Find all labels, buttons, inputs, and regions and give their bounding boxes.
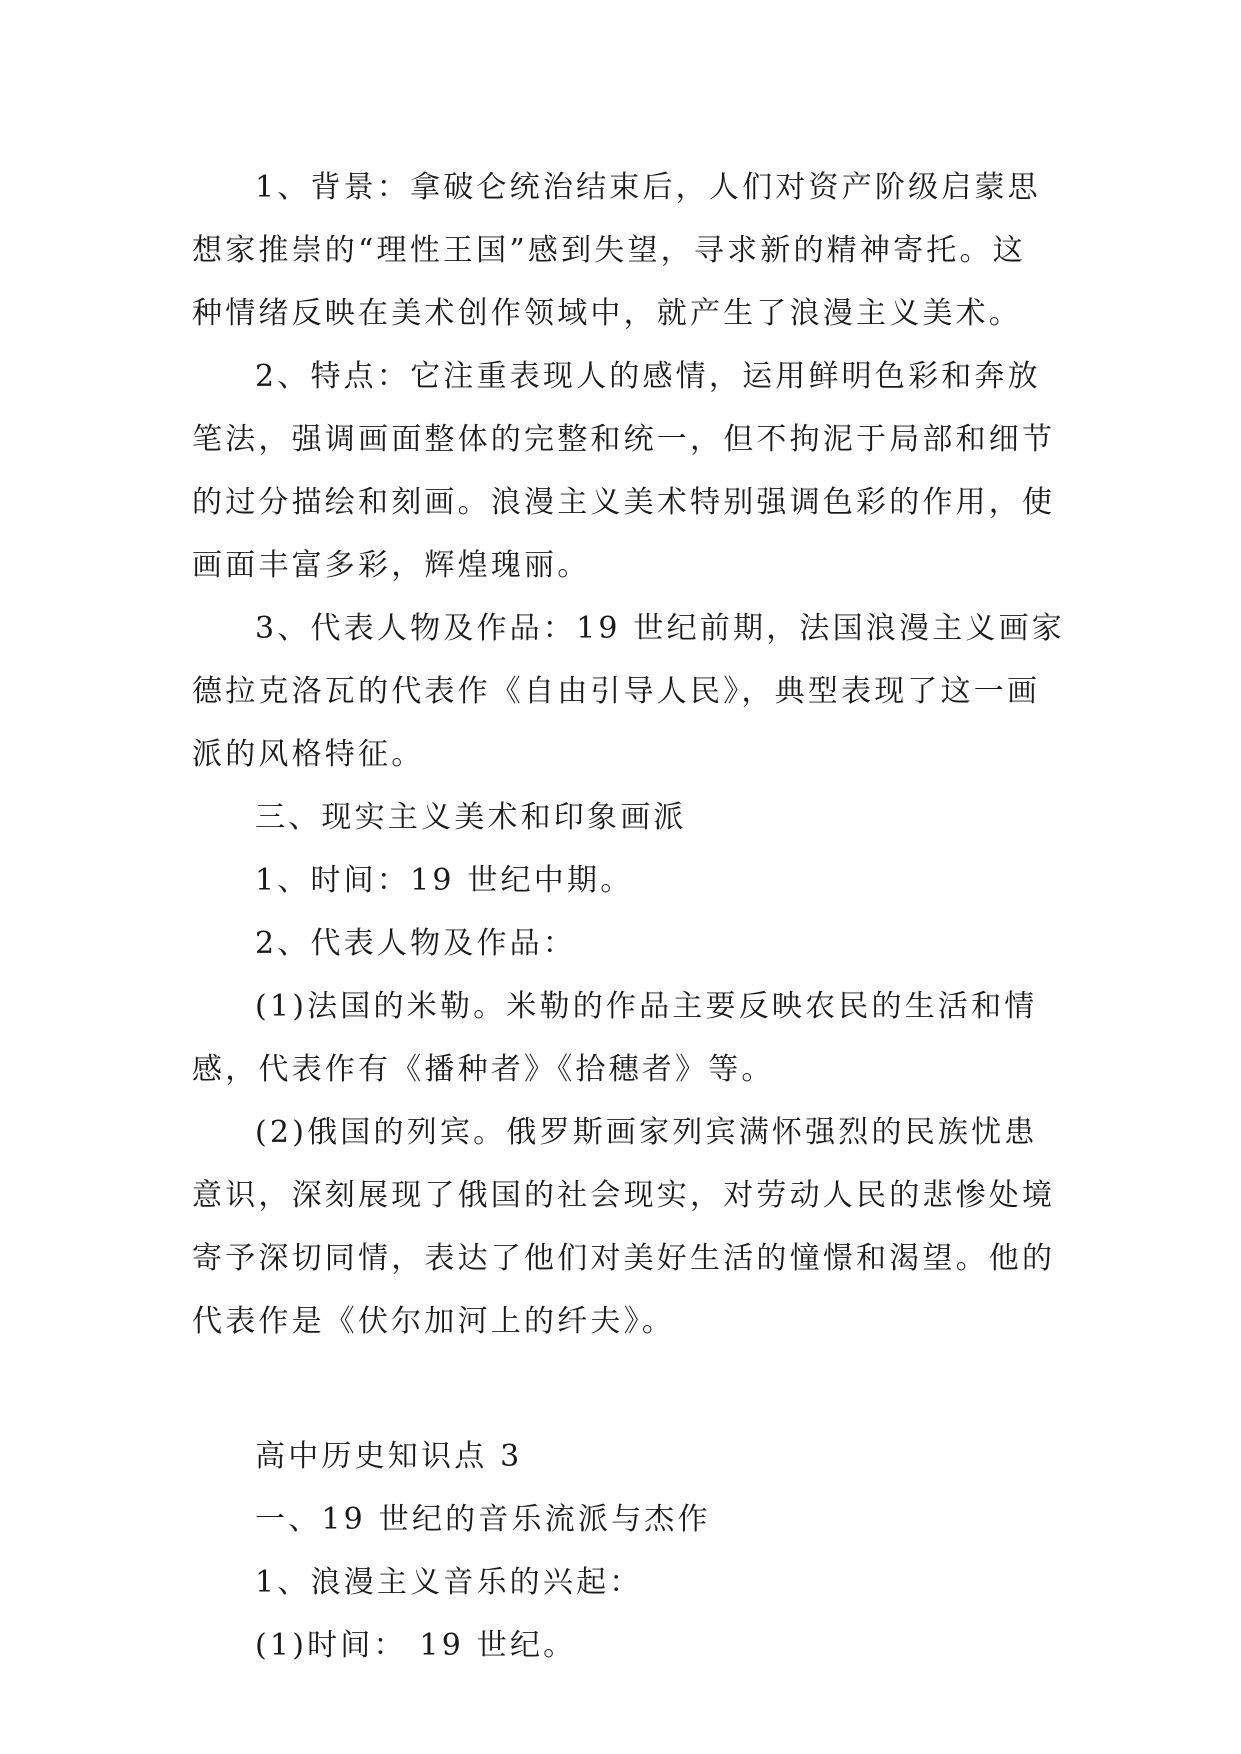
paragraph-features-line-3: 的过分描绘和刻画。浪漫主义美术特别强调色彩的作用，使 xyxy=(192,485,1056,520)
paragraph-repin-line-3: 寄予深切同情，表达了他们对美好生活的憧憬和渴望。他的 xyxy=(192,1241,1056,1276)
paragraph-representatives-line-3: 派的风格特征。 xyxy=(192,737,425,772)
section-heading-music: 一、19 世纪的音乐流派与杰作 xyxy=(255,1502,711,1537)
paragraph-repin-line-4: 代表作是《伏尔加河上的纤夫》。 xyxy=(192,1304,675,1339)
paragraph-features-line-2: 笔法，强调画面整体的完整和统一，但不拘泥于局部和细节 xyxy=(192,422,1056,457)
paragraph-features-line-4: 画面丰富多彩，辉煌瑰丽。 xyxy=(192,548,591,583)
paragraph-millet-line-1: (1)法国的米勒。米勒的作品主要反映农民的生活和情 xyxy=(255,989,1038,1024)
paragraph-romantic-music-rise: 1、浪漫主义音乐的兴起： xyxy=(255,1565,643,1600)
paragraph-representatives-line-2: 德拉克洛瓦的代表作《自由引导人民》，典型表现了这一画 xyxy=(192,674,1041,709)
paragraph-works-heading: 2、代表人物及作品： xyxy=(255,926,577,961)
paragraph-millet-line-2: 感，代表作有《播种者》《拾穗者》等。 xyxy=(192,1052,775,1087)
paragraph-features-line-1: 2、特点：它注重表现人的感情，运用鲜明色彩和奔放 xyxy=(255,359,1041,394)
paragraph-music-time: (1)时间： 19 世纪。 xyxy=(255,1628,577,1663)
paragraph-repin-line-2: 意识，深刻展现了俄国的社会现实，对劳动人民的悲惨处境 xyxy=(192,1178,1056,1213)
paragraph-repin-line-1: (2)俄国的列宾。俄罗斯画家列宾满怀强烈的民族忧患 xyxy=(255,1115,1038,1150)
document-body xyxy=(192,156,1065,1677)
paragraph-time: 1、时间：19 世纪中期。 xyxy=(255,863,634,898)
knowledge-point-title: 高中历史知识点 3 xyxy=(255,1439,523,1474)
paragraph-background-line-1: 1、背景：拿破仑统治结束后，人们对资产阶级启蒙思 xyxy=(255,170,1041,205)
section-spacer xyxy=(192,1353,1062,1425)
paragraph-representatives-line-1: 3、代表人物及作品：19 世纪前期，法国浪漫主义画家 xyxy=(255,611,1065,646)
paragraph-background-line-2: 想家推崇的“理性王国”感到失望，寻求新的精神寄托。这 xyxy=(192,233,1026,268)
paragraph-background-line-3: 种情绪反映在美术创作领域中，就产生了浪漫主义美术。 xyxy=(192,296,1022,331)
section-heading-realism: 三、现实主义美术和印象画派 xyxy=(255,800,687,835)
